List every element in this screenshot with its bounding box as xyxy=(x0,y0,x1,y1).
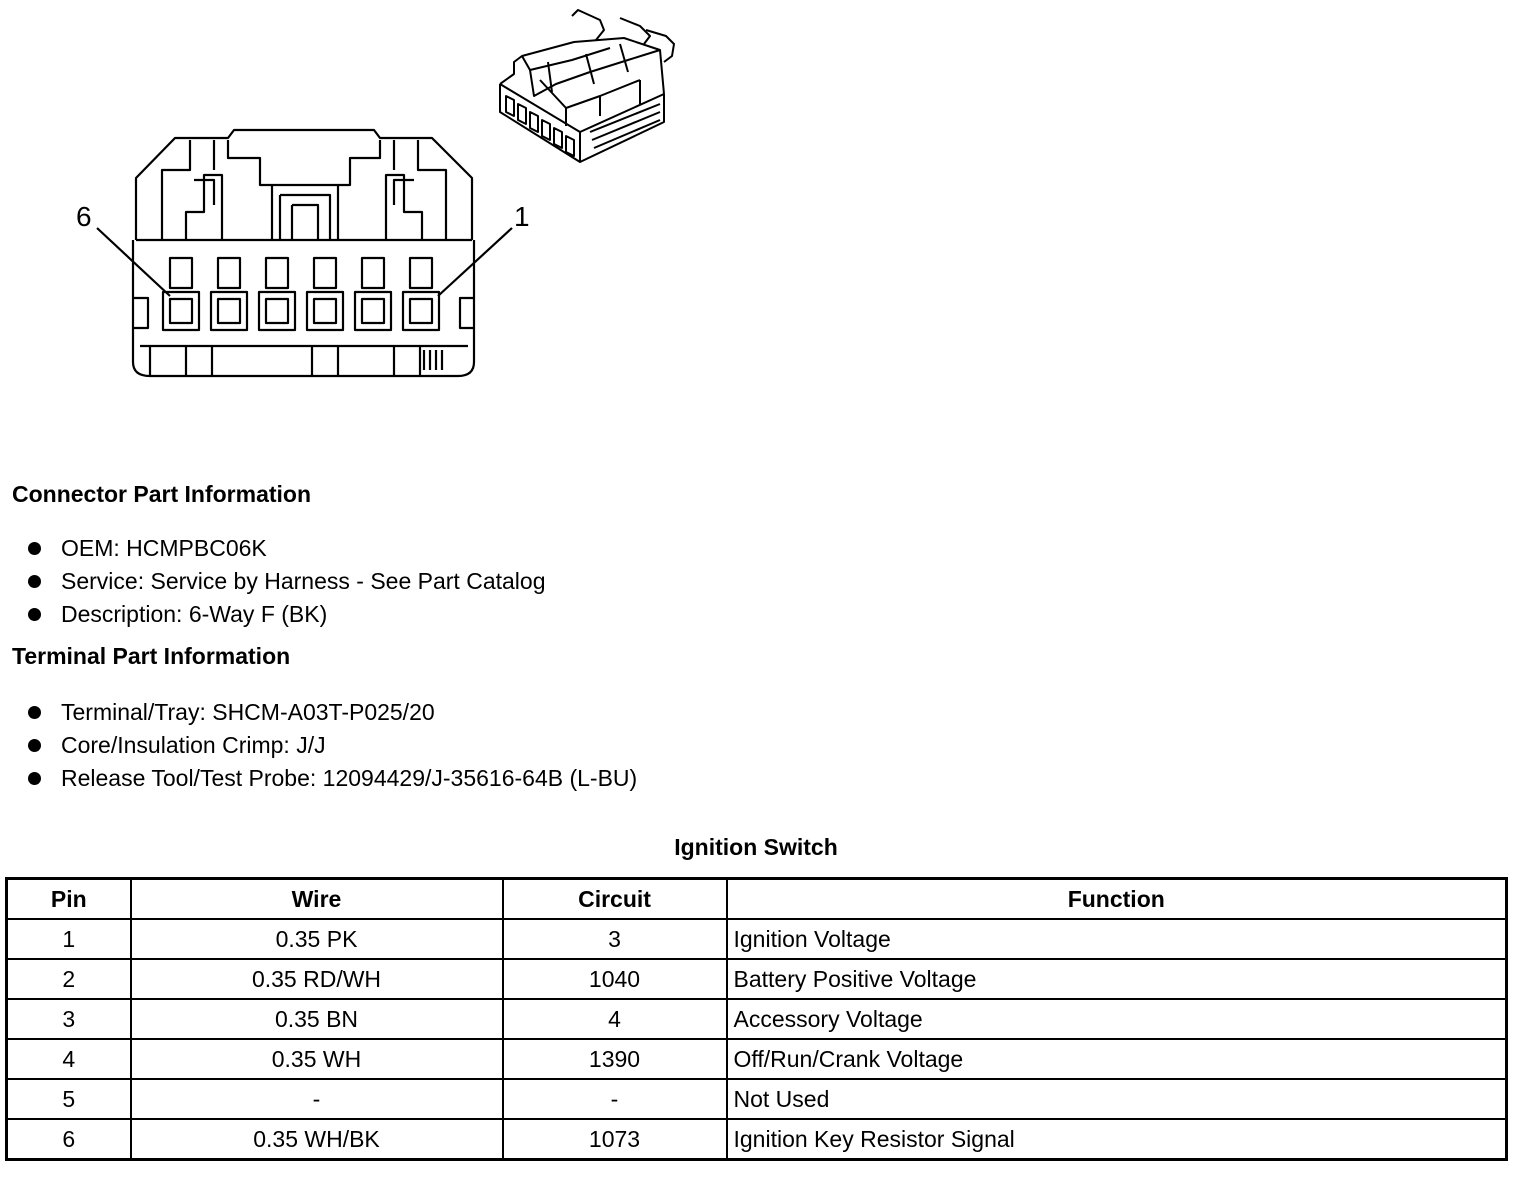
bullet-icon xyxy=(28,739,41,752)
circuit-cell: 1040 xyxy=(503,959,727,999)
function-cell: Ignition Voltage xyxy=(727,919,1507,959)
pin-1-label: 1 xyxy=(514,201,530,232)
connector-part-info-heading: Connector Part Information xyxy=(12,481,312,507)
terminal-part-info-list xyxy=(28,696,637,795)
table-row xyxy=(7,1079,1507,1119)
table-title: Ignition Switch xyxy=(674,834,838,860)
pin-cell: 5 xyxy=(7,1079,131,1119)
connector-part-info-list xyxy=(28,532,545,631)
table-row xyxy=(7,919,1507,959)
list-item xyxy=(28,729,637,762)
terminal-cavities xyxy=(163,258,439,330)
circuit-cell: 4 xyxy=(503,999,727,1039)
header-circuit: Circuit xyxy=(503,879,727,920)
wire-cell: 0.35 BN xyxy=(131,999,503,1039)
list-item xyxy=(28,565,545,598)
wire-cell: 0.35 WH/BK xyxy=(131,1119,503,1160)
pin-cell: 6 xyxy=(7,1119,131,1160)
circuit-cell: 1390 xyxy=(503,1039,727,1079)
oem-text: OEM: HCMPBC06K xyxy=(61,535,267,561)
table-row xyxy=(7,959,1507,999)
cavity-4 xyxy=(259,258,295,330)
bullet-icon xyxy=(28,706,41,719)
table-row xyxy=(7,1119,1507,1160)
bullet-icon xyxy=(28,542,41,555)
wire-cell: - xyxy=(131,1079,503,1119)
table-row xyxy=(7,999,1507,1039)
header-wire: Wire xyxy=(131,879,503,920)
pin-cell: 3 xyxy=(7,999,131,1039)
header-pin: Pin xyxy=(7,879,131,920)
circuit-cell: 3 xyxy=(503,919,727,959)
list-item xyxy=(28,762,637,795)
list-item xyxy=(28,696,637,729)
bullet-icon xyxy=(28,575,41,588)
circuit-cell: 1073 xyxy=(503,1119,727,1160)
table-header-row xyxy=(7,879,1507,920)
bullet-icon xyxy=(28,608,41,621)
header-function: Function xyxy=(727,879,1507,920)
connector-iso-view xyxy=(500,10,674,162)
function-cell: Not Used xyxy=(727,1079,1507,1119)
cavity-3 xyxy=(307,258,343,330)
circuit-cell: - xyxy=(503,1079,727,1119)
cavity-2 xyxy=(355,258,391,330)
crimp-text: Core/Insulation Crimp: J/J xyxy=(61,732,326,758)
service-text: Service: Service by Harness - See Part Catalog xyxy=(61,568,546,594)
connector-face-view xyxy=(133,130,474,376)
description-text: Description: 6-Way F (BK) xyxy=(61,601,328,627)
wire-cell: 0.35 WH xyxy=(131,1039,503,1079)
cavity-5 xyxy=(211,258,247,330)
pin-cell: 2 xyxy=(7,959,131,999)
function-cell: Off/Run/Crank Voltage xyxy=(727,1039,1507,1079)
wire-cell: 0.35 RD/WH xyxy=(131,959,503,999)
connector-diagram xyxy=(0,0,700,400)
release-tool-text: Release Tool/Test Probe: 12094429/J-35616-64B (L-BU) xyxy=(61,765,638,791)
function-cell: Battery Positive Voltage xyxy=(727,959,1507,999)
pin-cell: 4 xyxy=(7,1039,131,1079)
pin-cell: 1 xyxy=(7,919,131,959)
pin-table xyxy=(5,877,1508,1161)
wire-cell: 0.35 PK xyxy=(131,919,503,959)
list-item xyxy=(28,532,545,565)
function-cell: Accessory Voltage xyxy=(727,999,1507,1039)
bullet-icon xyxy=(28,772,41,785)
terminal-tray-text: Terminal/Tray: SHCM-A03T-P025/20 xyxy=(61,699,435,725)
list-item xyxy=(28,598,545,631)
pin-6-label: 6 xyxy=(76,201,92,232)
cavity-1 xyxy=(403,258,439,330)
table-row xyxy=(7,1039,1507,1079)
function-cell: Ignition Key Resistor Signal xyxy=(727,1119,1507,1160)
terminal-part-info-heading: Terminal Part Information xyxy=(12,643,291,669)
